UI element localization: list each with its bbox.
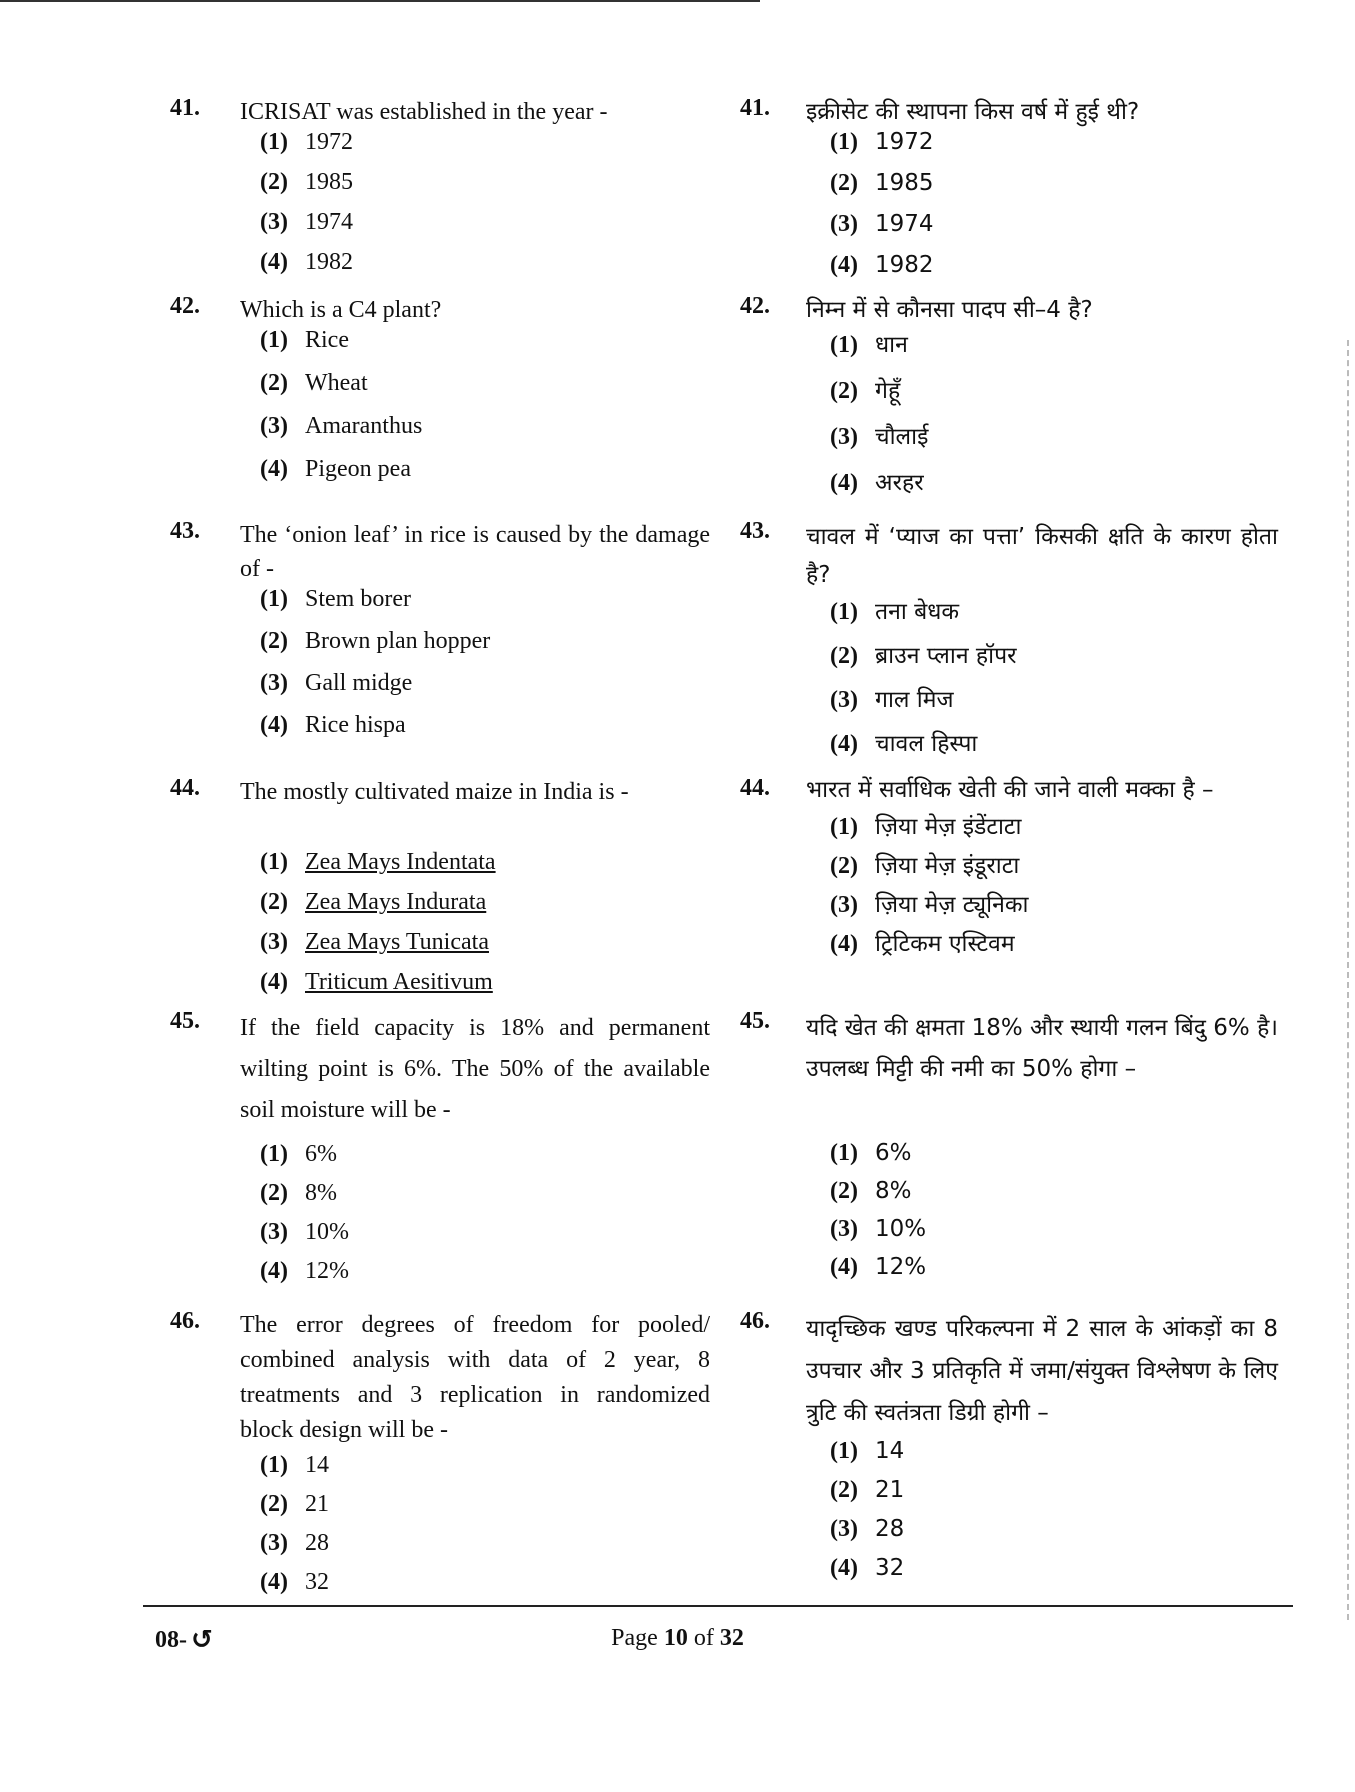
options	[260, 1141, 710, 1297]
option: (2) 1985	[830, 170, 934, 196]
scan-edge	[1345, 340, 1349, 1620]
option: (4) 1982	[830, 252, 934, 278]
option: (1) 14	[260, 1452, 329, 1478]
option: (2) 8%	[830, 1178, 912, 1204]
question-number: 45.	[740, 1008, 770, 1034]
option: (3) गाल मिज	[830, 687, 954, 713]
options	[830, 327, 1278, 511]
question-43-hi	[740, 518, 1278, 770]
question-42-en	[170, 293, 710, 499]
option: (1) 6%	[830, 1140, 912, 1166]
question-46-hi	[740, 1308, 1278, 1594]
question-text: यदि खेत की क्षमता 18% और स्थायी गलन बिंदु 6% है। उपलब्ध मिट्टी की नमी का 50% होगा –	[806, 1015, 1279, 1082]
question-text: यादृच्छिक खण्ड परिकल्पना में 2 साल के आंकड़ों का 8 उपचार और 3 प्रतिकृति में जमा/संयुक्त विश्लेषण के लिए त्रुटि की स्वतंत्रता डिग्री होगी –	[806, 1316, 1278, 1426]
booklet-code-text: 08-	[155, 1626, 187, 1653]
option: (1) Zea Mays Indentata	[260, 849, 496, 875]
option: (1) Stem borer	[260, 586, 411, 612]
option: (4) Triticum Aesitivum	[260, 969, 493, 995]
option: (3) 28	[260, 1530, 329, 1556]
options	[830, 129, 1278, 293]
question-text: भारत में सर्वाधिक खेती की जाने वाली मक्का है –	[806, 777, 1214, 803]
option: (2) गेहूँ	[830, 378, 901, 404]
option: (3) Gall midge	[260, 670, 413, 696]
question-text: ICRISAT was established in the year -	[240, 99, 608, 125]
question-43-en	[170, 518, 710, 754]
option: (2) Wheat	[260, 370, 368, 396]
question-41-hi	[740, 95, 1278, 293]
option: (1) ज़िया मेज़ इंडेंटाटा	[830, 814, 1022, 840]
options	[260, 586, 710, 754]
option: (1) 1972	[260, 129, 353, 155]
option: (1) धान	[830, 332, 908, 358]
options	[260, 849, 710, 1009]
option: (2) 21	[830, 1477, 905, 1503]
option: (1) 14	[830, 1438, 905, 1464]
option: (4) चावल हिस्पा	[830, 731, 978, 757]
option: (3) 10%	[830, 1216, 927, 1242]
option: (2) ज़िया मेज़ इंडूराटा	[830, 853, 1020, 879]
question-text: Which is a C4 plant?	[240, 297, 442, 323]
option: (2) 8%	[260, 1180, 337, 1206]
options	[260, 1452, 710, 1608]
rotate-symbol-icon: ↺	[191, 1625, 213, 1655]
question-text: The mostly cultivated maize in India is -	[240, 779, 629, 805]
option: (3) Zea Mays Tunicata	[260, 929, 489, 955]
option: (4) अरहर	[830, 470, 924, 496]
question-number: 46.	[170, 1308, 200, 1334]
option: (1) Rice	[260, 327, 349, 353]
options	[830, 1438, 1278, 1594]
question-number: 43.	[170, 518, 200, 544]
option: (2) 1985	[260, 169, 353, 195]
question-text: निम्न में से कौनसा पादप सी–4 है?	[806, 297, 1093, 323]
page-number: Page 10 of 32	[611, 1625, 744, 1651]
option: (3) 1974	[260, 209, 353, 235]
question-number: 42.	[170, 293, 200, 319]
option: (3) ज़िया मेज़ ट्यूनिका	[830, 892, 1029, 918]
question-44-hi	[740, 775, 1278, 965]
question-44-en	[170, 775, 710, 1009]
option: (2) Brown plan hopper	[260, 628, 491, 654]
option: (2) Zea Mays Indurata	[260, 889, 487, 915]
option: (1) तना बेधक	[830, 599, 960, 625]
options	[260, 327, 710, 499]
option: (2) 21	[260, 1491, 329, 1517]
option: (2) ब्राउन प्लान हॉपर	[830, 643, 1017, 669]
question-number: 42.	[740, 293, 770, 319]
top-rule	[0, 0, 760, 2]
option: (4) 32	[260, 1569, 329, 1595]
question-number: 43.	[740, 518, 770, 544]
question-45-en	[170, 1008, 710, 1297]
question-number: 44.	[170, 775, 200, 801]
options	[830, 809, 1278, 965]
options	[260, 129, 710, 289]
question-number: 41.	[170, 95, 200, 121]
question-text: The ‘onion leaf’ in rice is caused by the damage of -	[240, 522, 710, 582]
option: (4) 32	[830, 1555, 905, 1581]
option: (4) 1982	[260, 249, 353, 275]
question-46-en	[170, 1308, 710, 1608]
question-41-en	[170, 95, 710, 289]
question-42-hi	[740, 293, 1278, 511]
option: (3) Amaranthus	[260, 413, 423, 439]
option: (3) 1974	[830, 211, 934, 237]
option: (3) 28	[830, 1516, 905, 1542]
question-number: 41.	[740, 95, 770, 121]
option: (4) Pigeon pea	[260, 456, 411, 482]
option: (4) Rice hispa	[260, 712, 406, 738]
question-text: इक्रीसेट की स्थापना किस वर्ष में हुई थी?	[806, 99, 1140, 125]
option: (4) 12%	[830, 1254, 927, 1280]
option: (4) ट्रिटिकम एस्टिवम	[830, 931, 1015, 957]
option: (3) चौलाई	[830, 424, 929, 450]
option: (1) 6%	[260, 1141, 337, 1167]
question-number: 44.	[740, 775, 770, 801]
options	[830, 1140, 1278, 1292]
question-text: The error degrees of freedom for pooled/ combined analysis with data of 2 year, 8 treatments and 3 replication in randomized block design will be -	[240, 1312, 710, 1443]
options	[830, 594, 1278, 770]
question-45-hi	[740, 1008, 1278, 1292]
question-number: 46.	[740, 1308, 770, 1334]
question-text: If the field capacity is 18% and permanent wilting point is 6%. The 50% of the available soil moisture will be -	[240, 1015, 710, 1123]
question-number: 45.	[170, 1008, 200, 1034]
option: (1) 1972	[830, 129, 934, 155]
option: (3) 10%	[260, 1219, 349, 1245]
footer-rule	[143, 1605, 1293, 1607]
option: (4) 12%	[260, 1258, 349, 1284]
question-text: चावल में ‘प्याज का पत्ता’ किसकी क्षति के कारण होता है?	[806, 524, 1278, 588]
